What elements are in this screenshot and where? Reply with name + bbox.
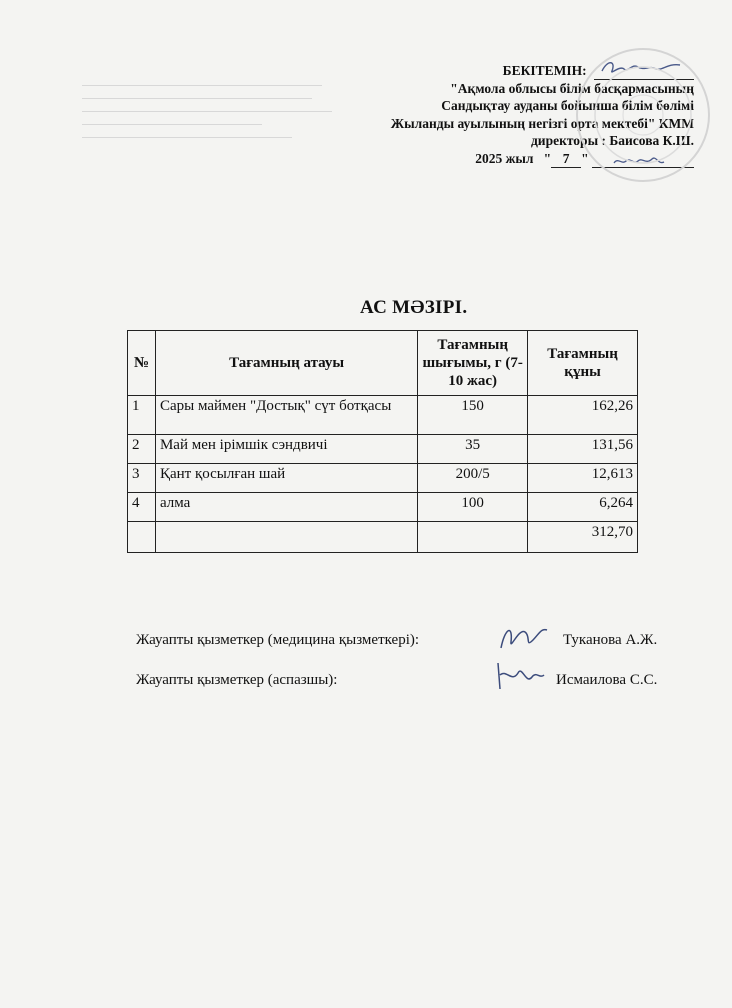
- row-number: 3: [128, 464, 156, 493]
- dish-output: 200/5: [418, 464, 528, 493]
- total-row: [128, 522, 638, 553]
- total-empty-cell: [128, 522, 156, 553]
- dish-price: 131,56: [528, 435, 638, 464]
- dish-name: Қант қосылған шай: [155, 464, 417, 493]
- header-number: №: [128, 331, 156, 396]
- director-name: директоры : Баисова К.Ш.: [530, 133, 694, 148]
- row-number: 4: [128, 493, 156, 522]
- table-row: [128, 396, 638, 435]
- table-header-row: [128, 331, 638, 396]
- dish-output: 100: [418, 493, 528, 522]
- dish-price: 6,264: [528, 493, 638, 522]
- header-dish-name: Тағамның атауы: [155, 331, 417, 396]
- dish-name: Сары маймен "Достық" сүт ботқасы: [155, 396, 417, 435]
- table-row: [128, 464, 638, 493]
- responsible-name: Исмаилова С.С.: [556, 672, 658, 688]
- row-number: 2: [128, 435, 156, 464]
- dish-output: 35: [418, 435, 528, 464]
- dish-price: 162,26: [528, 396, 638, 435]
- responsible-role: Жауапты қызметкер (аспазшы):: [136, 672, 338, 688]
- cook-signature: [488, 655, 548, 695]
- quote-open: ": [543, 150, 552, 166]
- total-empty-cell: [418, 522, 528, 553]
- total-price: 312,70: [528, 522, 638, 553]
- approval-year: 2025 жыл: [475, 150, 534, 166]
- stamp-seal: [568, 40, 718, 190]
- approval-day: 7: [551, 150, 581, 169]
- org-line-2: Сандықтау ауданы бойынша білім бөлімі: [441, 98, 694, 113]
- row-number: 1: [128, 396, 156, 435]
- header-output: Тағамның шығымы, г (7-10 жас): [418, 331, 528, 396]
- dish-name: алма: [155, 493, 417, 522]
- responsible-name: Туканова А.Ж.: [563, 632, 658, 648]
- total-empty-cell: [155, 522, 417, 553]
- dish-output: 150: [418, 396, 528, 435]
- org-line-3: Жыланды ауылының негізгі орта мектебі" КММ: [390, 115, 694, 131]
- header-price: Тағамның құны: [528, 331, 638, 396]
- org-line-1: "Ақмола облысы білім басқармасының: [450, 80, 694, 96]
- approve-label: БЕКІТЕМІН:: [502, 63, 587, 78]
- medical-signature: [495, 618, 555, 658]
- table-row: [128, 493, 638, 522]
- bleed-through-text: [82, 60, 352, 138]
- quote-close: ": [581, 150, 589, 166]
- responsible-role: Жауапты қызметкер (медицина қызметкері):: [136, 632, 420, 648]
- dish-price: 12,613: [528, 464, 638, 493]
- dish-name: Май мен ірімшік сэндвичі: [155, 435, 417, 464]
- bleed-through-title: [300, 296, 304, 312]
- page-title: АС МӘЗІРІ.: [360, 297, 468, 318]
- table-row: [128, 435, 638, 464]
- menu-table: [127, 330, 638, 553]
